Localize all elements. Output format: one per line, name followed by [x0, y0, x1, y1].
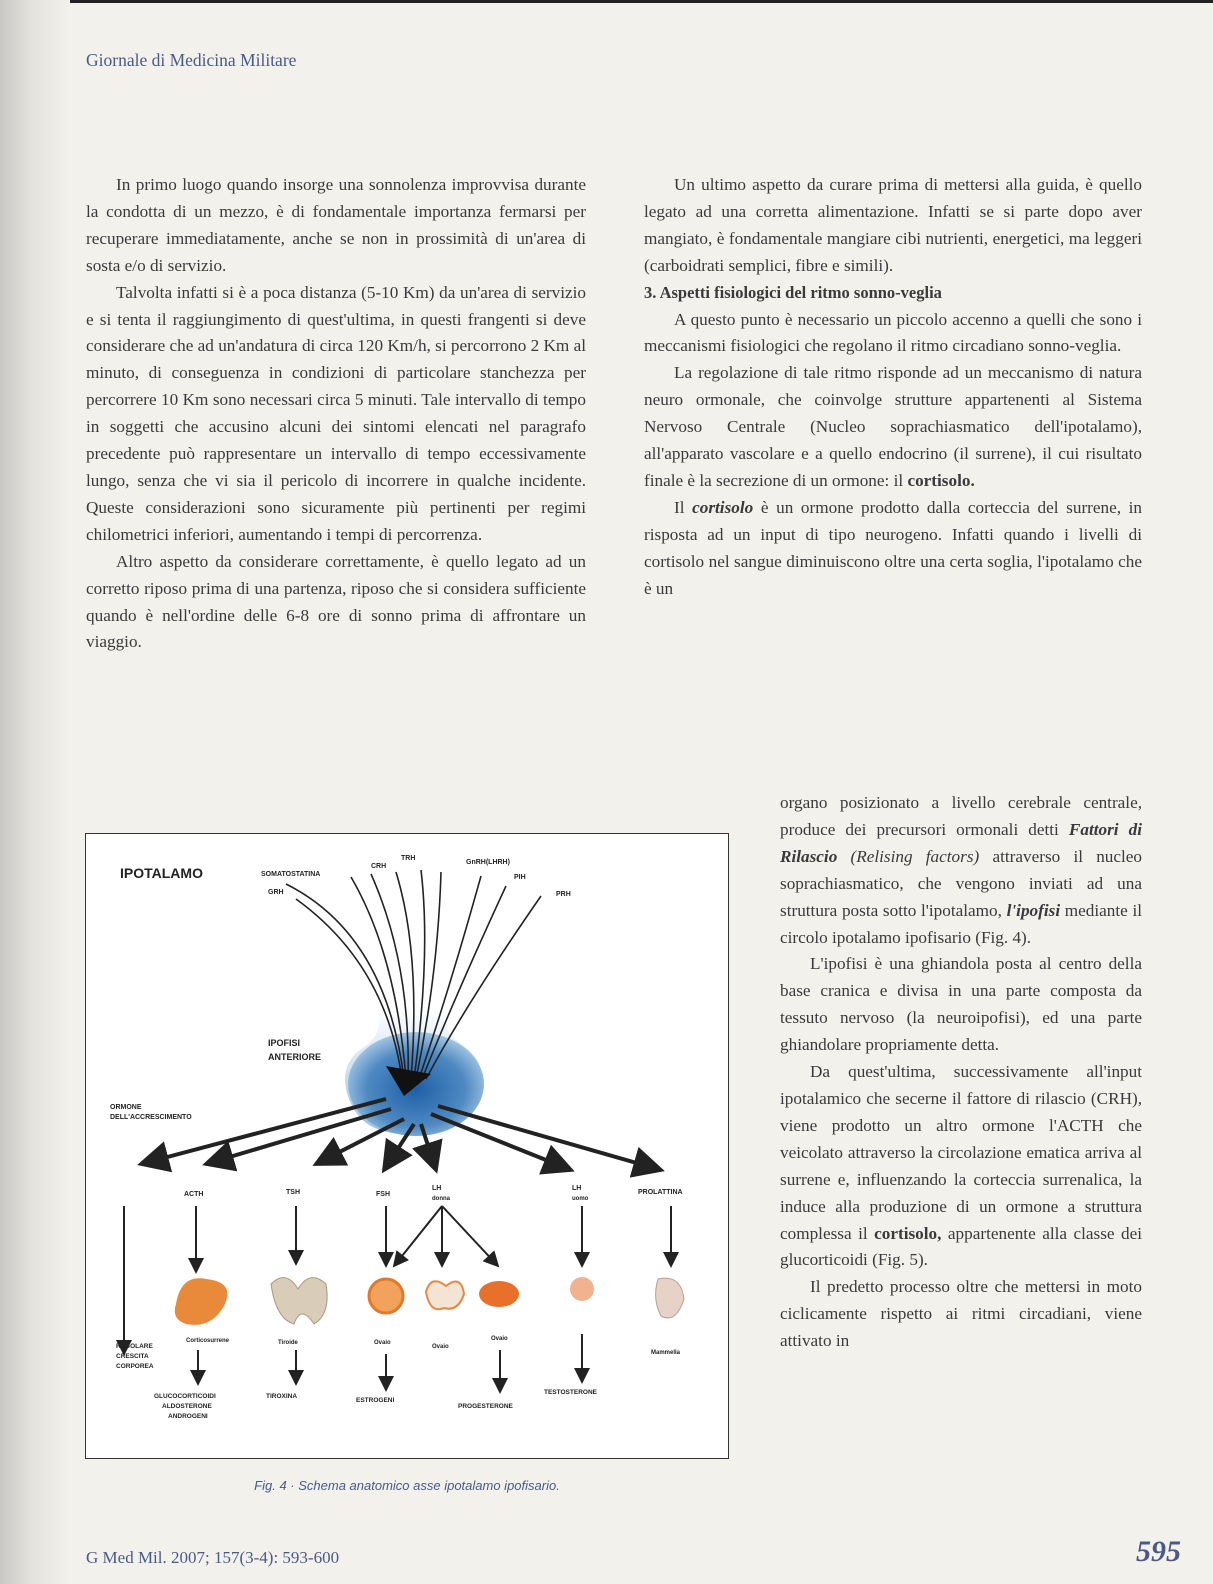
output-label: ALDOSTERONE — [162, 1403, 212, 1410]
target-label: Ovaio — [491, 1336, 508, 1342]
target-label: Ovaio — [374, 1340, 391, 1346]
hormone-label: FSH — [376, 1191, 390, 1198]
hormone-label: GRH — [268, 889, 284, 896]
hormone-label: GnRH(LHRH) — [466, 859, 510, 866]
top-rule — [0, 0, 1213, 3]
hormone-label: LH — [572, 1185, 582, 1192]
testis — [570, 1277, 594, 1301]
hormone-label: TRH — [401, 855, 416, 862]
hypothalamus-pituitary-diagram — [86, 834, 727, 1457]
hormone-label: uomo — [572, 1196, 589, 1202]
paragraph: Un ultimo aspetto da curare prima di mettersi alla guida, è quello legato ad una corretta alimentazione. Infatti se si parte dopo aver mangiato, è fondamentale mangiare cibi nutrienti, energetici, ma leggeri (carboidrati semplici, fibre e simili). — [644, 175, 1142, 275]
target-label: Ovaio — [432, 1344, 449, 1350]
hormone-label: donna — [432, 1196, 450, 1202]
paragraph: Talvolta infatti si è a poca distanza (5-10 Km) da un'area di servizio e si tenta il raggiungimento di quest'ultima, in questi frangenti si deve considerare che ad un'andatura di circa 120 Km/h, si percorrono 2 Km al minuto, di conseguenza in condizioni di particolare stanchezza per percorrere 10 Km sono necessari circa 5 minuti. Tale intervallo di tempo in soggetti che accusino alcuni dei sintomi elencati nel paragrafo precedente può rappresentare un intervallo di tempo eccessivamente lungo, senza che vi sia il pericolo di incorrere in qualche incidente. Queste considerazioni sono sicuramente più pertinenti per regimi chilometrici inferiori, aumentando i tempi di percorrenza. — [86, 282, 586, 544]
figure-caption: Fig. 4 · Schema anatomico asse ipotalamo ipofisario. — [254, 1478, 560, 1493]
output-label: PROGESTERONE — [458, 1403, 513, 1410]
journal-header: Giornale di Medicina Militare — [86, 50, 297, 70]
hormone-label: PROLATTINA — [638, 1189, 683, 1196]
ovary — [479, 1281, 519, 1307]
target-label: Tiroide — [278, 1340, 298, 1346]
hormone-label: LH — [432, 1185, 442, 1192]
binding-shadow — [0, 0, 70, 1584]
growth-effect-label: CRESCITA — [116, 1353, 149, 1360]
right-column-narrow — [780, 790, 1142, 1355]
output-label: ANDROGENI — [168, 1413, 208, 1420]
right-column — [644, 172, 1142, 603]
pituitary-label: IPOFISI — [268, 1038, 301, 1048]
output-label: GLUCOCORTICOIDI — [154, 1393, 216, 1400]
growth-effect-label: CORPOREA — [116, 1363, 154, 1370]
pituitary-label: ANTERIORE — [268, 1052, 322, 1062]
paragraph: Il predetto processo oltre che mettersi in moto ciclicamente rispetto ai ritmi circadiani, viene attivato in — [780, 1277, 1142, 1351]
hypothalamus-label: IPOTALAMO — [120, 865, 203, 881]
page-number: 595 — [1136, 1535, 1181, 1568]
target-label: Mammella — [651, 1350, 681, 1356]
breast — [656, 1278, 684, 1318]
section-title: 3. Aspetti fisiologici del ritmo sonno-veglia — [644, 282, 942, 302]
thyroid — [271, 1278, 327, 1324]
hormone-label: PIH — [514, 874, 526, 881]
bold-term: cortisolo. — [907, 470, 975, 490]
paragraph: La regolazione di tale ritmo risponde ad un meccanismo di natura neuro ormonale, che coinvolge strutture appartenenti al Sistema Nervoso Centrale (Nucleo soprachiasmatico dell'ipotalamo), all'apparato vascolare e a quello endocrino (il surrene), il cui risultato finale è la secrezione di un ormone: il cortisolo. — [644, 363, 1142, 490]
ovary — [426, 1281, 464, 1309]
paragraph: L'ipofisi è una ghiandola posta al centro della base cranica e divisa in una parte composta da tessuto nervoso (la neuroipofisi), ed una parte ghiandolare propriamente detta. — [780, 954, 1142, 1055]
hormone-label: CRH — [371, 863, 387, 870]
citation: G Med Mil. 2007; 157(3-4): 593-600 — [86, 1548, 340, 1567]
paragraph: In primo luogo quando insorge una sonnolenza improvvisa durante la condotta di un mezzo, è di fondamentale importanza fermarsi per recuperare immediatamente, anche se non in prossimità di un'area di sosta e/o di servizio. — [86, 175, 586, 275]
growth-hormone-label: ORMONE — [110, 1104, 142, 1111]
hormone-label: ACTH — [184, 1191, 204, 1198]
growth-effect-label: REGOLARE — [116, 1343, 153, 1350]
left-column — [86, 172, 586, 656]
output-label: ESTROGENI — [356, 1397, 395, 1404]
hormone-label: SOMATOSTATINA — [261, 871, 321, 878]
paragraph: Il cortisolo è un ormone prodotto dalla corteccia del surrene, in risposta ad un input di tipo neurogeno. Infatti quando i livelli di cortisolo nel sangue diminuiscono oltre una certa soglia, l'ipotalamo che è un — [644, 497, 1143, 598]
ovary — [369, 1279, 403, 1313]
italic-term: cortisolo — [692, 497, 754, 517]
target-label: Corticosurrene — [186, 1338, 230, 1344]
hormone-label: PRH — [556, 891, 571, 898]
hormone-label: TSH — [286, 1189, 300, 1196]
output-label: TESTOSTERONE — [544, 1389, 597, 1396]
hypothalamic-fibers — [286, 870, 541, 1079]
paragraph: A questo punto è necessario un piccolo accenno a quelli che sono i meccanismi fisiologici che regolano il ritmo circadiano sonno-veglia. — [644, 309, 1142, 356]
figure-4 — [85, 833, 729, 1459]
paragraph: organo posizionato a livello cerebrale centrale, produce dei precursori ormonali detti Fattori di Rilascio (Relising factors) attraverso il nucleo soprachiasmatico, che vengono inviati ad una struttura posta sotto l'ipotalamo, l'ipofisi mediante il circolo ipotalamo ipofisario (Fig. 4). — [780, 793, 1143, 947]
paragraph: Da quest'ultima, successivamente all'input ipotalamico che secerne il fattore di rilascio (CRH), viene prodotto un altro ormone l'ACTH che veicolato attraverso la circolazione ematica arriva al surrene e, influenzando la corteccia surrenalica, la induce alla produzione di un ormone a struttura complessa il cortisolo, appartenente alla classe dei glucorticoidi (Fig. 5). — [780, 1062, 1143, 1270]
paragraph: Altro aspetto da considerare correttamente, è quello legato ad un corretto riposo prima di una partenza, riposo che si considera sufficiente quando è nell'ordine delle 6-8 ore di sonno prima di affrontare un viaggio. — [86, 551, 586, 652]
growth-hormone-label: DELL'ACCRESCIMENTO — [110, 1114, 192, 1121]
adrenal-cortex — [175, 1278, 228, 1325]
output-label: TIROXINA — [266, 1393, 298, 1400]
